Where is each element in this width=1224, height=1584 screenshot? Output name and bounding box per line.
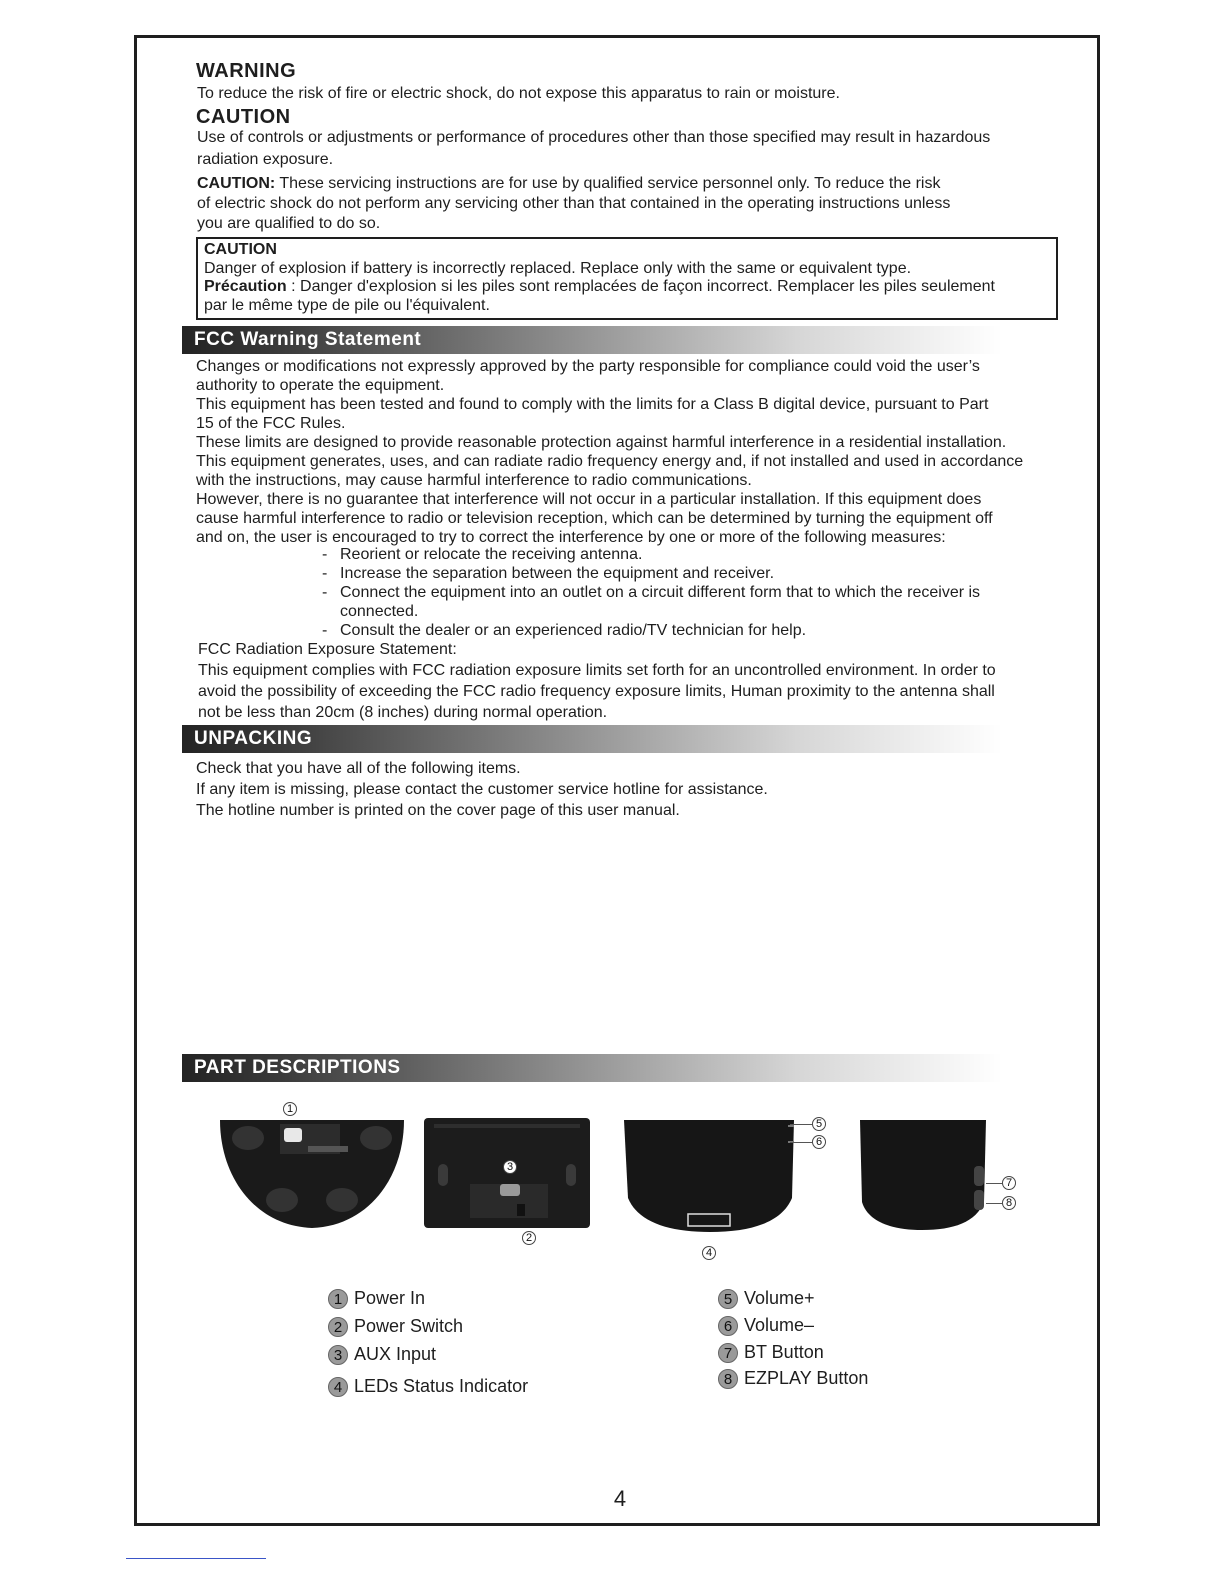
unpacking-body: [196, 758, 768, 821]
fcc-line: 15 of the FCC Rules.: [196, 415, 346, 432]
power-switch: [517, 1204, 525, 1216]
bt-button: [974, 1166, 984, 1186]
side-view-photo: [858, 1118, 994, 1234]
fcc-section-band: [182, 326, 1002, 354]
list-item: - Increase the separation between the equipment and receiver.: [322, 565, 775, 582]
photo-label: 2: [522, 1231, 536, 1245]
precaution-text: : Danger d'explosion si les piles sont remplacées de façon incorrect. Remplacer les piles seulement: [286, 278, 995, 295]
radiation-line: avoid the possibility of exceeding the FCC radio frequency exposure limits, Human proximity to the antenna shall: [198, 683, 995, 700]
photo-label: 6: [812, 1135, 826, 1149]
fcc-heading: FCC Warning Statement: [194, 329, 422, 350]
footer-link-line: [126, 1558, 266, 1559]
power-in-port: [284, 1128, 302, 1142]
leader-line: [986, 1183, 1002, 1184]
legend-item-volume-down: 6 Volume–: [718, 1315, 814, 1336]
fcc-line: These limits are designed to provide reasonable protection against harmful interference in a residential installation.: [196, 434, 1007, 451]
fcc-line: cause harmful interference to radio or television reception, which can be determined by turning the equipment off: [196, 510, 993, 527]
unpacking-line: The hotline number is printed on the cover page of this user manual.: [196, 802, 680, 819]
radiation-line: This equipment complies with FCC radiation exposure limits set forth for an uncontrolled environment. In order to: [198, 662, 996, 679]
list-item: - Connect the equipment into an outlet on a circuit different form that to which the receiver is: [322, 584, 981, 601]
legend-item-power-switch: 2 Power Switch: [328, 1316, 463, 1337]
servicing-caution-line: of electric shock do not perform any servicing other than that contained in the operating instructions unless: [197, 195, 951, 212]
caution-box: [196, 237, 1058, 320]
legend-item-aux-input: 3 AUX Input: [328, 1344, 436, 1365]
leader-line: [790, 1142, 812, 1143]
caution-heading: CAUTION: [196, 106, 291, 128]
aux-input-port: [500, 1184, 520, 1196]
fcc-line: This equipment has been tested and found to comply with the limits for a Class B digital device, pursuant to Part: [196, 396, 989, 413]
fcc-line: Changes or modifications not expressly approved by the party responsible for compliance could void the user’s: [196, 358, 980, 375]
list-item: - Reorient or relocate the receiving antenna.: [322, 546, 643, 563]
caution-box-line: Danger of explosion if battery is incorrectly replaced. Replace only with the same or equivalent type.: [204, 259, 912, 277]
caution-line: radiation exposure.: [197, 151, 334, 168]
fcc-measures-list: [322, 545, 980, 640]
legend-item-ezplay-button: 8 EZPLAY Button: [718, 1368, 868, 1389]
fcc-line: with the instructions, may cause harmful interference to radio communications.: [196, 472, 752, 489]
front-view-photo: [622, 1118, 798, 1236]
servicing-caution-text: These servicing instructions are for use by qualified service personnel only. To reduce the risk: [275, 175, 941, 192]
parts-section-band: [182, 1054, 1002, 1082]
fcc-body: [196, 357, 1023, 547]
warning-text: To reduce the risk of fire or electric shock, do not expose this apparatus to rain or moisture.: [197, 85, 840, 102]
fcc-line: This equipment generates, uses, and can radiate radio frequency energy and, if not installed and used in accordance: [196, 453, 1024, 470]
precaution-label: Précaution: [204, 278, 287, 295]
radiation-line: not be less than 20cm (8 inches) during normal operation.: [198, 704, 608, 721]
legend-item-leds: 4 LEDs Status Indicator: [328, 1376, 528, 1397]
leader-line: [986, 1203, 1002, 1204]
legend-item-bt-button: 7 BT Button: [718, 1342, 824, 1363]
photo-label: 8: [1002, 1196, 1016, 1210]
bottom-view-photo: [218, 1118, 406, 1230]
photo-label: 4: [702, 1246, 716, 1260]
fcc-radiation: [198, 640, 996, 723]
warning-heading: WARNING: [196, 60, 297, 82]
servicing-caution-line: you are qualified to do so.: [197, 215, 381, 232]
caution-box-precaution: [204, 278, 1050, 297]
leader-line: [790, 1124, 812, 1125]
unpacking-line: Check that you have all of the following items.: [196, 760, 521, 777]
fcc-line: authority to operate the equipment.: [196, 377, 445, 394]
caution-line: Use of controls or adjustments or performance of procedures other than those specified may result in hazardous: [197, 129, 991, 146]
list-item: connected.: [340, 603, 419, 620]
caution-box-line: par le même type de pile ou l'équivalent.: [204, 296, 490, 314]
photo-label: 3: [503, 1160, 517, 1174]
servicing-caution: [197, 174, 940, 194]
page-number: 4: [613, 1486, 627, 1511]
legend-item-power-in: 1 Power In: [328, 1288, 425, 1309]
photo-label: 5: [812, 1117, 826, 1131]
ezplay-button: [974, 1190, 984, 1210]
unpacking-heading: UNPACKING: [194, 728, 313, 749]
unpacking-line: If any item is missing, please contact the customer service hotline for assistance.: [196, 781, 768, 798]
fcc-line: and on, the user is encouraged to try to correct the interference by one or more of the following measures:: [196, 529, 946, 546]
list-item: - Consult the dealer or an experienced radio/TV technician for help.: [322, 622, 807, 639]
unpacking-section-band: [182, 725, 1002, 753]
legend-item-volume-up: 5 Volume+: [718, 1288, 815, 1309]
fcc-line: However, there is no guarantee that interference will not occur in a particular installation. If this equipment does: [196, 491, 982, 508]
photo-label: 7: [1002, 1176, 1016, 1190]
servicing-caution-label: CAUTION:: [197, 175, 276, 192]
back-view-photo: [424, 1118, 592, 1230]
photo-label: 1: [283, 1102, 297, 1116]
radiation-heading: FCC Radiation Exposure Statement:: [198, 641, 457, 658]
parts-heading: PART DESCRIPTIONS: [194, 1057, 401, 1078]
caution-box-heading: CAUTION: [204, 241, 277, 258]
